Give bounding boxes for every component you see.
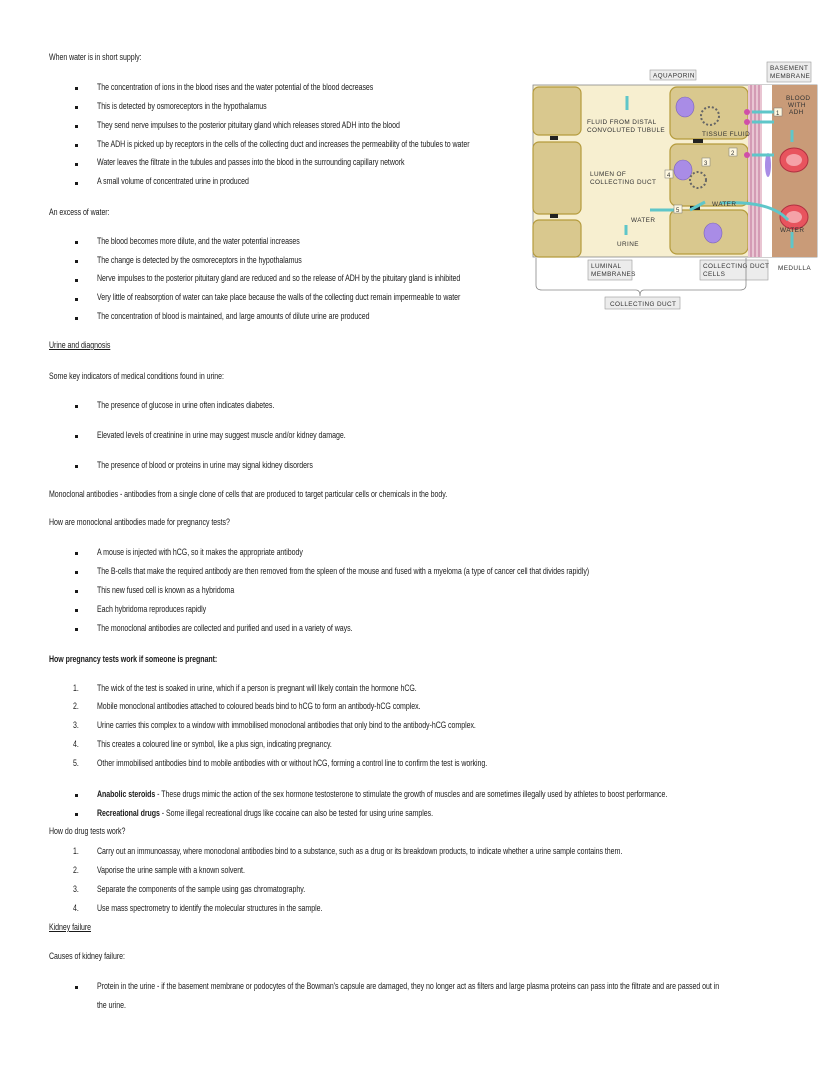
bullet-icon: [75, 609, 78, 612]
diagram-number: 3: [704, 161, 708, 167]
list-item: The B-cells that make the required antibody are then removed from the spleen of the mouse and fused with a myeloma (a type of cancer cell that divides rapidly): [97, 566, 590, 576]
label-collecting-duct: COLLECTING DUCT: [610, 301, 677, 308]
bullet-icon: [75, 106, 78, 109]
label-tissue-fluid: TISSUE FLUID: [702, 131, 751, 138]
step-number: 2.: [73, 701, 79, 711]
label-collecting-duct-cells: COLLECTING DUCT: [703, 263, 770, 270]
step-number: 3.: [73, 720, 79, 730]
label-water: WATER: [631, 217, 656, 224]
list-item: Very little of reabsorption of water can take place because the walls of the collecting duct remain impermeable to water: [97, 292, 461, 302]
urine-intro: Some key indicators of medical conditions found in urine:: [49, 371, 224, 381]
bullet-icon: [75, 405, 78, 408]
heading-pregnancy-tests: How pregnancy tests work if someone is pregnant:: [49, 654, 218, 664]
bullet-icon: [75, 794, 78, 797]
list-item: This is detected by osmoreceptors in the hypothalamus: [97, 101, 267, 111]
step-text: Urine carries this complex to a window with immobilised monoclonal antibodies that only bind to the antibody-hCG complex.: [97, 720, 476, 730]
bullet-icon: [75, 144, 78, 147]
list-item: Water leaves the filtrate in the tubules and passes into the blood in the surrounding capillary network: [97, 157, 405, 167]
list-item: Elevated levels of creatinine in urine may suggest muscle and/or kidney damage.: [97, 430, 346, 440]
drug-description: - These drugs mimic the action of the sex hormone testosterone to stimulate the growth of muscles and are sometimes illegally used by athletes to boost performance.: [155, 789, 668, 799]
label-luminal-membranes: LUMINAL: [591, 263, 622, 270]
label-blood: WITH: [788, 102, 806, 109]
list-item: Each hybridoma reproduces rapidly: [97, 604, 207, 614]
list-item: The blood becomes more dilute, and the water potential increases: [97, 236, 300, 246]
heading-short-supply: When water is in short supply:: [49, 52, 142, 62]
monoclonal-definition: Monoclonal antibodies - antibodies from a single clone of cells that are produced to target particular cells or chemicals in the body.: [49, 489, 448, 499]
monoclonal-question: How are monoclonal antibodies made for pregnancy tests?: [49, 517, 230, 527]
label-lumen: COLLECTING DUCT: [590, 179, 657, 186]
label-blood: ADH: [789, 109, 804, 116]
diagram-number: 4: [667, 173, 671, 179]
list-item: A small volume of concentrated urine in produced: [97, 176, 249, 186]
step-text: Other immobilised antibodies bind to mobile antibodies with or without hCG, forming a control line to confirm the test is working.: [97, 758, 488, 768]
heading-kidney-failure: Kidney failure: [49, 922, 91, 932]
bullet-icon: [75, 163, 78, 166]
step-text: Mobile monoclonal antibodies attached to coloured beads bind to hCG to form an antibody-hCG complex.: [97, 701, 421, 711]
bullet-icon: [75, 435, 78, 438]
label-fluid: FLUID FROM DISTAL: [587, 119, 657, 126]
diagram-number: 5: [676, 208, 680, 214]
bullet-icon: [75, 125, 78, 128]
list-item: The monoclonal antibodies are collected and purified and used in a variety of ways.: [97, 623, 353, 633]
list-item: A mouse is injected with hCG, so it makes the appropriate antibody: [97, 547, 303, 557]
bullet-icon: [75, 552, 78, 555]
step-text: Use mass spectrometry to identify the molecular structures in the sample.: [97, 903, 323, 913]
list-item: The presence of glucose in urine often indicates diabetes.: [97, 400, 275, 410]
bullet-icon: [75, 465, 78, 468]
label-luminal-membranes: MEMBRANES: [591, 271, 636, 278]
bullet-icon: [75, 986, 78, 989]
list-item: The change is detected by the osmoreceptors in the hypothalamus: [97, 255, 302, 265]
bullet-icon: [75, 260, 78, 263]
step-number: 4.: [73, 739, 79, 749]
bullet-icon: [75, 182, 78, 185]
drug-description: - Some illegal recreational drugs like cocaine can also be tested for using urine samples.: [159, 808, 433, 818]
step-text: This creates a coloured line or symbol, like a plus sign, indicating pregnancy.: [97, 739, 332, 749]
step-number: 4.: [73, 903, 79, 913]
list-item: The ADH is picked up by receptors in the cells of the collecting duct and increases the permeability of the tubules to water: [97, 139, 470, 149]
drug-term: Anabolic steroids: [97, 789, 156, 799]
step-text: Separate the components of the sample using gas chromatography.: [97, 884, 306, 894]
bullet-icon: [75, 317, 78, 320]
label-basement-membrane: MEMBRANE: [770, 73, 811, 80]
step-number: 1.: [73, 846, 79, 856]
label-water: WATER: [712, 201, 737, 208]
bullet-icon: [75, 813, 78, 816]
drug-item-anabolic: [97, 789, 667, 800]
label-medulla: MEDULLA: [778, 265, 811, 272]
diagram-number: 1: [776, 111, 780, 117]
label-water: WATER: [780, 227, 805, 234]
drug-tests-question: How do drug tests work?: [49, 826, 126, 836]
bullet-icon: [75, 279, 78, 282]
label-lumen: LUMEN OF: [590, 171, 627, 178]
bullet-icon: [75, 298, 78, 301]
label-urine: URINE: [617, 241, 639, 248]
list-item: The concentration of blood is maintained, and large amounts of dilute urine are produced: [97, 311, 370, 321]
step-text: Vaporise the urine sample with a known solvent.: [97, 865, 245, 875]
list-item: The presence of blood or proteins in urine may signal kidney disorders: [97, 460, 313, 470]
heading-urine-diagnosis: Urine and diagnosis: [49, 340, 111, 350]
label-fluid: CONVOLUTED TUBULE: [587, 127, 666, 134]
bullet-icon: [75, 571, 78, 574]
list-item: This new fused cell is known as a hybridoma: [97, 585, 235, 595]
step-text: Carry out an immunoassay, where monoclonal antibodies bind to a substance, such as a drug or its breakdown products, to indicate whether a urine sample contains them.: [97, 846, 623, 856]
heading-excess-water: An excess of water:: [49, 207, 110, 217]
label-blood: BLOOD: [786, 95, 811, 102]
step-number: 1.: [73, 683, 79, 693]
drug-item-recreational: [97, 808, 433, 819]
list-item-continuation: the urine.: [97, 1000, 126, 1010]
bullet-icon: [75, 628, 78, 631]
step-number: 3.: [73, 884, 79, 894]
list-item: Protein in the urine - if the basement membrane or podocytes of the Bowman's capsule are damaged, they no longer act as filters and large plasma proteins can pass into the filtrate and are passed out in: [97, 981, 720, 991]
step-text: The wick of the test is soaked in urine, which if a person is pregnant will likely contain the hormone hCG.: [97, 683, 417, 693]
bullet-icon: [75, 241, 78, 244]
list-item: They send nerve impulses to the posterior pituitary gland which releases stored ADH into the blood: [97, 120, 400, 130]
label-basement-membrane: BASEMENT: [770, 65, 809, 72]
list-item: Nerve impulses to the posterior pituitary gland are reduced and so the release of ADH by the pituitary gland is inhibited: [97, 273, 461, 283]
label-collecting-duct-cells: CELLS: [703, 271, 726, 278]
list-item: The concentration of ions in the blood rises and the water potential of the blood decreases: [97, 82, 374, 92]
step-number: 5.: [73, 758, 79, 768]
bullet-icon: [75, 590, 78, 593]
step-number: 2.: [73, 865, 79, 875]
bullet-icon: [75, 87, 78, 90]
drug-term: Recreational drugs: [97, 808, 160, 818]
diagram-number: 2: [731, 151, 735, 157]
label-aquaporin: AQUAPORIN: [653, 72, 695, 80]
collecting-duct-diagram: [530, 60, 820, 315]
kidney-intro: Causes of kidney failure:: [49, 951, 125, 961]
